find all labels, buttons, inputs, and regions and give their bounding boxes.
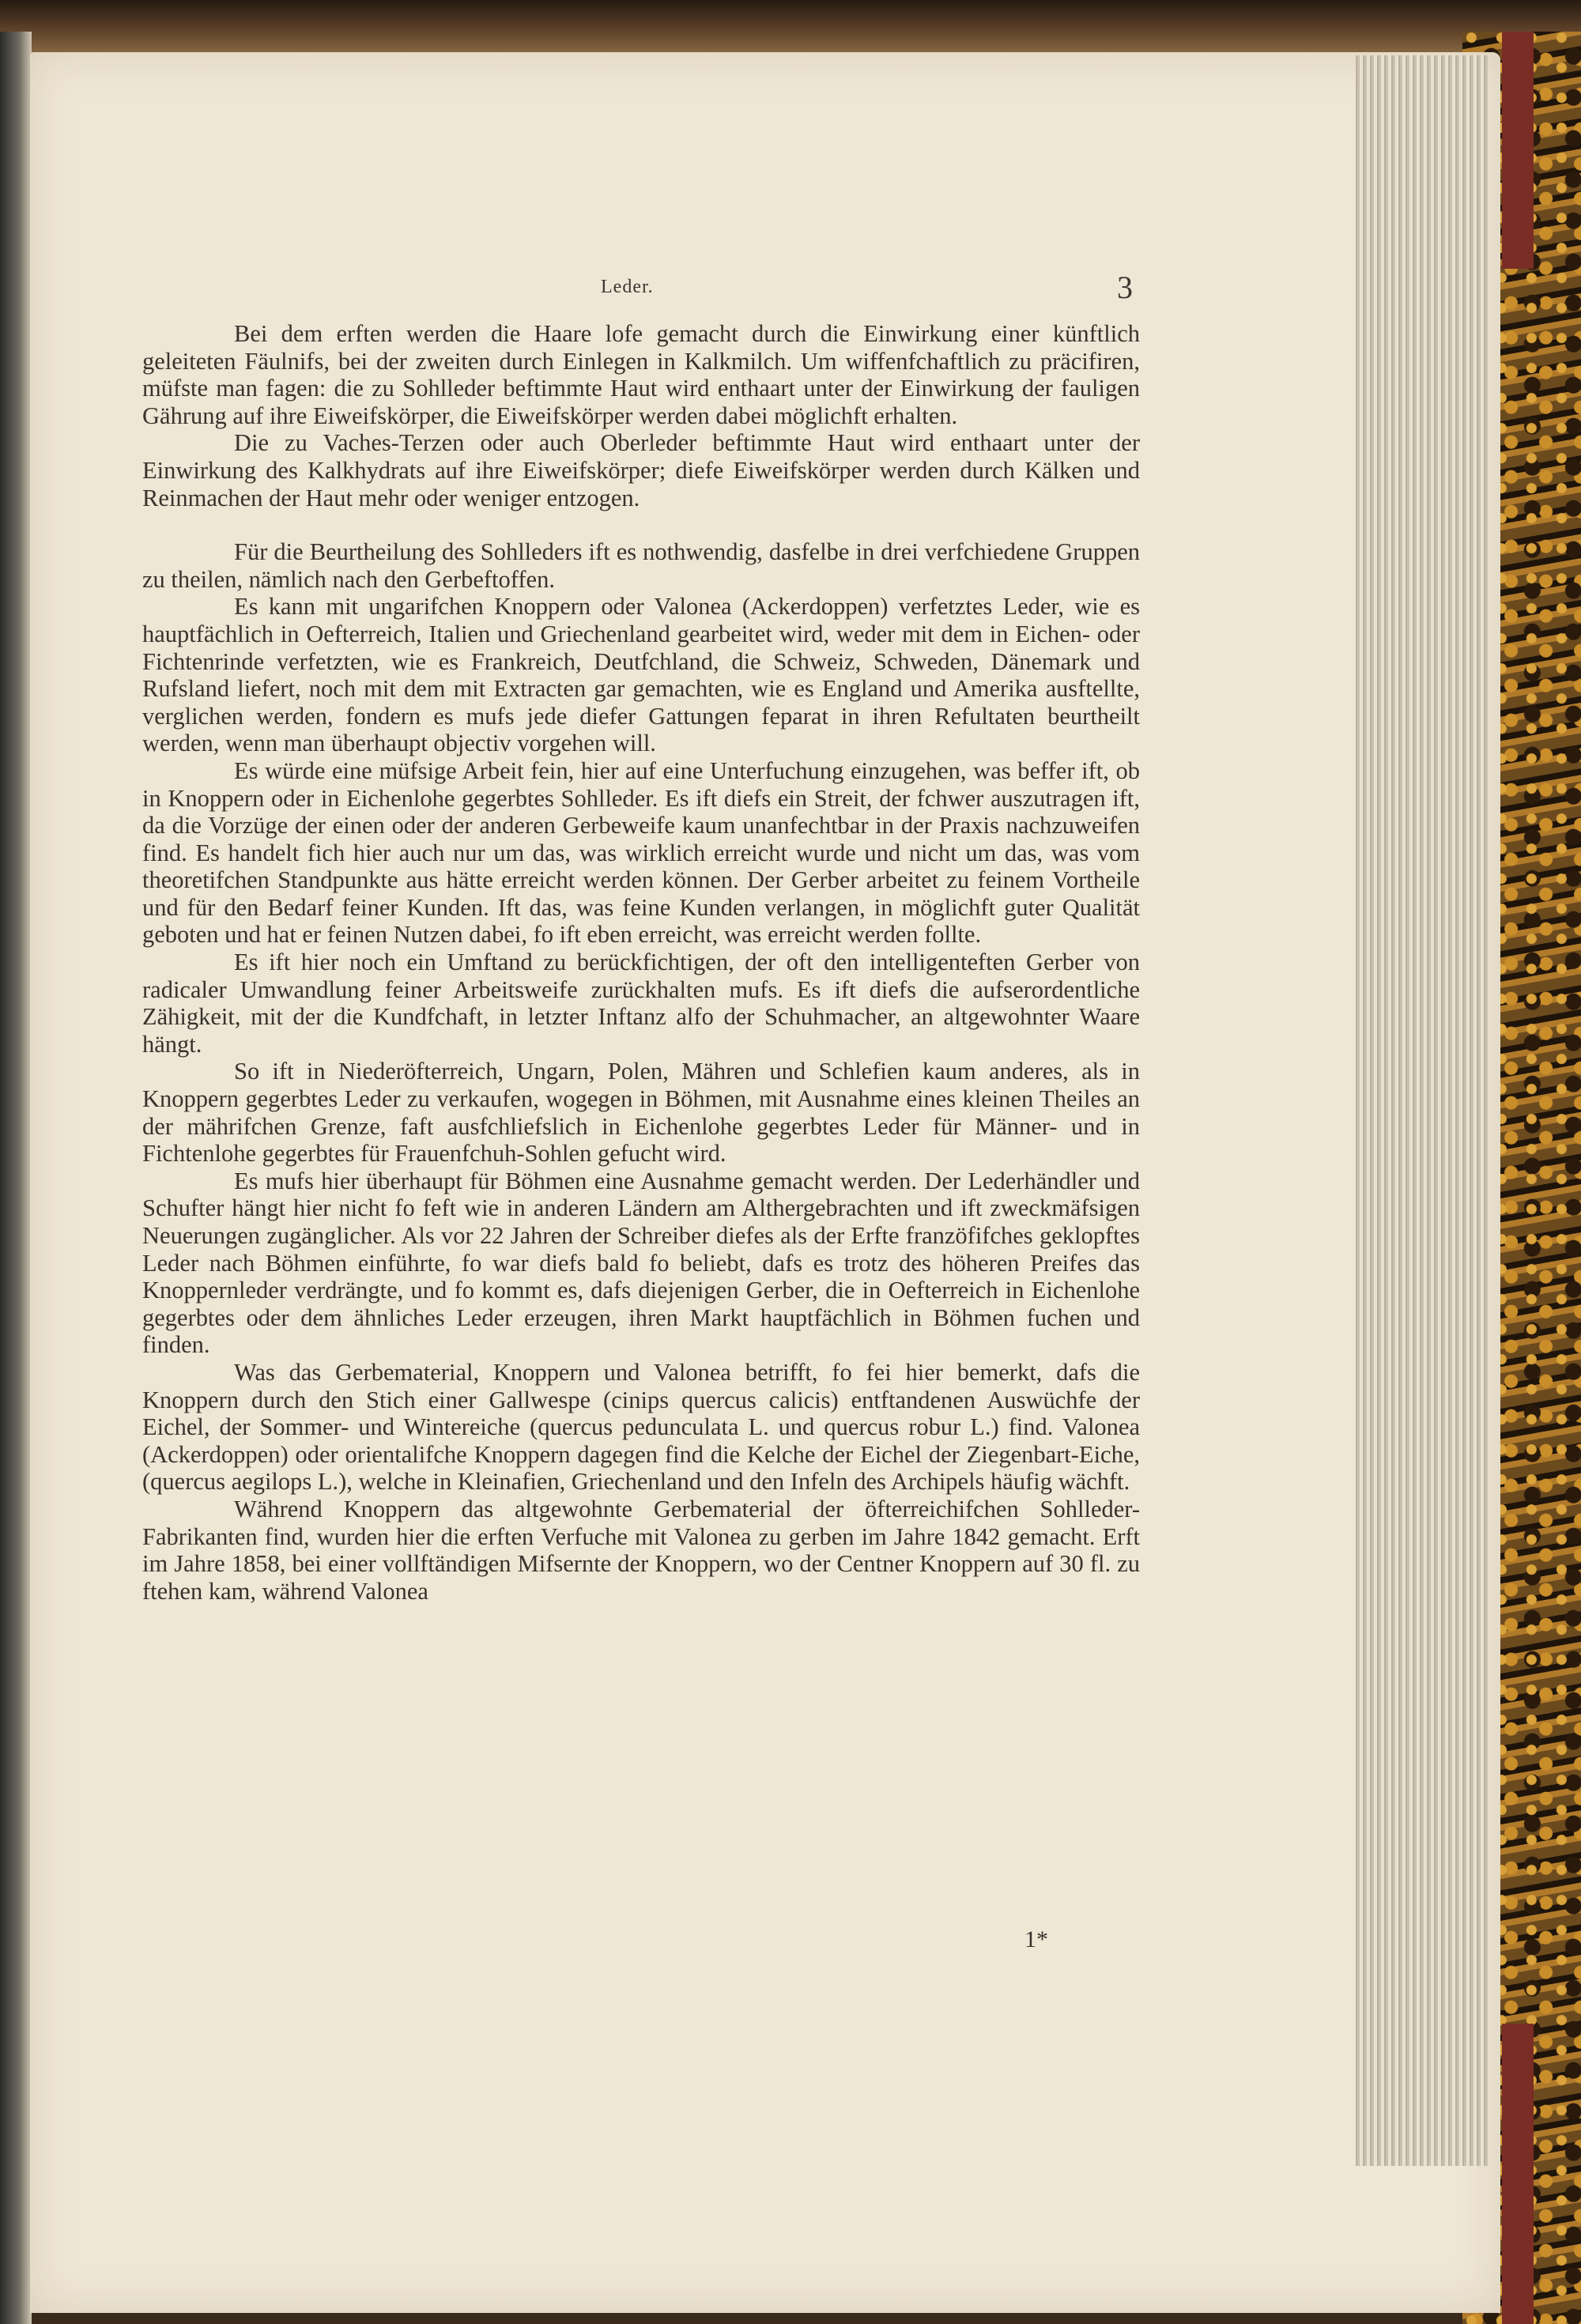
leather-corner-bottom bbox=[1502, 2024, 1534, 2324]
paragraph: Für die Beurtheilung des Sohlleders ift es nothwendig, dasfelbe in drei verfchiedene Gruppen zu theilen, nämlich nach den Gerbeftoffen. bbox=[142, 538, 1140, 593]
left-page-edge bbox=[0, 32, 32, 2324]
paragraph: Es mufs hier überhaupt für Böhmen eine Ausnahme gemacht werden. Der Lederhändler und Schufter hängt hier nicht fo feft wie in anderen Ländern am Althergebrachten und ift zweckmäfsigen Neuerungen zugänglicher. Als vor 22 Jahren der Schreiber diefes als der Erfte franzöfifches geklopftes Leder nach Böhmen einführte, fo war diefs bald fo beliebt, dafs es trotz des höheren Preifes das Knoppernleder verdrängte, und fo kommt es, dafs diejenigen Gerber, die in Oefterreich in Eichenlohe gegerbtes oder dem ähnliches Leder erzeugen, ihren Markt hauptfächlich in Böhmen fuchen und finden. bbox=[142, 1167, 1140, 1359]
running-head: Leder. bbox=[601, 277, 654, 297]
paragraph: So ift in Niederöfterreich, Ungarn, Polen, Mähren und Schlefien kaum anderes, als in Knoppern gegerbtes Leder zu verkaufen, wogegen in Böhmen, mit Ausnahme eines kleinen Theiles an der mährifchen Grenze, faft ausfchliefslich in Eichenlohe gegerbtes Leder für Männer- und in Fichtenlohe gegerbtes für Frauenfchuh-Sohlen gefucht wird. bbox=[142, 1058, 1140, 1168]
body-text bbox=[142, 320, 1140, 1605]
paragraph: Was das Gerbematerial, Knoppern und Valonea betrifft, fo fei hier bemerkt, dafs die Knoppern durch den Stich einer Gallwespe (cinips quercus calicis) entftandenen Auswüchfe der Eichel, der Sommer- und Wintereiche (quercus pedunculata L. und quercus robur L.) find. Valonea (Ackerdoppen) oder orientalifche Knoppern dagegen find die Kelche der Eichel der Ziegenbart-Eiche, (quercus aegilops L.), welche in Kleinafien, Griechenland und den Infeln des Archipels häufig wächft. bbox=[142, 1358, 1140, 1496]
paragraph: Es ift hier noch ein Umftand zu berückfichtigen, der oft den intelligenteften Gerber von radicaler Umwandlung feiner Arbeitsweife zurückhalten mufs. Es ift diefs die aufserordentliche Zähigkeit, mit der die Kundfchaft, in letzter Inftanz alfo der Schuhmacher, an altgewohnter Waare hängt. bbox=[142, 949, 1140, 1058]
page-stack-edges bbox=[1356, 55, 1488, 2166]
leather-corner-top bbox=[1502, 32, 1534, 269]
paragraph: Die zu Vaches-Terzen oder auch Oberleder beftimmte Haut wird enthaart unter der Einwirkung des Kalkhydrats auf ihre Eiweifskörper; diefe Eiweifskörper werden durch Kälken und Reinmachen der Haut mehr oder weniger entzogen. bbox=[142, 429, 1140, 511]
paragraph: Es kann mit ungarifchen Knoppern oder Valonea (Ackerdoppen) verfetztes Leder, wie es hauptfächlich in Oefterreich, Italien und Griechenland gearbeitet wird, weder mit dem in Eichen- oder Fichtenrinde verfetzten, wie es Frankreich, Deutfchland, die Schweiz, Schweden, Dänemark und Rufsland liefert, noch mit dem mit Extracten gar gemachten, wie es England und Amerika ausftellte, verglichen werden, fondern es mufs jede diefer Gattungen feparat in ihren Refultaten beurtheilt werden, wenn man überhaupt objectiv vorgehen will. bbox=[142, 593, 1140, 757]
paragraph: Es würde eine müfsige Arbeit fein, hier auf eine Unterfuchung einzugehen, was beffer ift, ob in Knoppern oder in Eichenlohe gegerbtes Sohlleder. Es ift diefs ein Streit, der fchwer auszutragen ift, da die Vorzüge der einen oder der anderen Gerbeweife kaum unanfechtbar in der Praxis nachzuweifen find. Es handelt fich hier auch nur um das, was wirklich erreicht wurde und nicht um das, was vom theoretifchen Standpunkte aus hätte erreicht werden können. Der Gerber arbeitet zu feinem Vortheile und für den Bedarf feiner Kunden. Ift das, was feine Kunden verlangen, in möglichft guter Qualität geboten und hat er feinen Nutzen dabei, fo ift eben erreicht, was erreicht werden follte. bbox=[142, 756, 1140, 949]
signature-mark: 1* bbox=[1024, 1926, 1048, 1952]
book-top-edge bbox=[0, 0, 1581, 55]
paragraph: Während Knoppern das altgewohnte Gerbematerial der öfterreichifchen Sohlleder-Fabrikanten find, wurden hier die erften Verfuche mit Valonea zu gerben im Jahre 1842 gemacht. Erft im Jahre 1858, bei einer vollftändigen Mifsernte der Knoppern, wo der Centner Knoppern auf 30 fl. zu ftehen kam, während Valonea bbox=[142, 1495, 1140, 1605]
paragraph: Bei dem erften werden die Haare lofe gemacht durch die Einwirkung einer künftlich geleiteten Fäulnifs, bei der zweiten durch Einlegen in Kalkmilch. Um wiffenfchaftlich zu präcifiren, müfste man fagen: die zu Sohlleder beftimmte Haut wird enthaart unter der Einwirkung der fauligen Gährung auf ihre Eiweifskörper, die Eiweifskörper werden dabei möglichft erhalten. bbox=[142, 320, 1140, 429]
page-number: 3 bbox=[1117, 270, 1133, 305]
